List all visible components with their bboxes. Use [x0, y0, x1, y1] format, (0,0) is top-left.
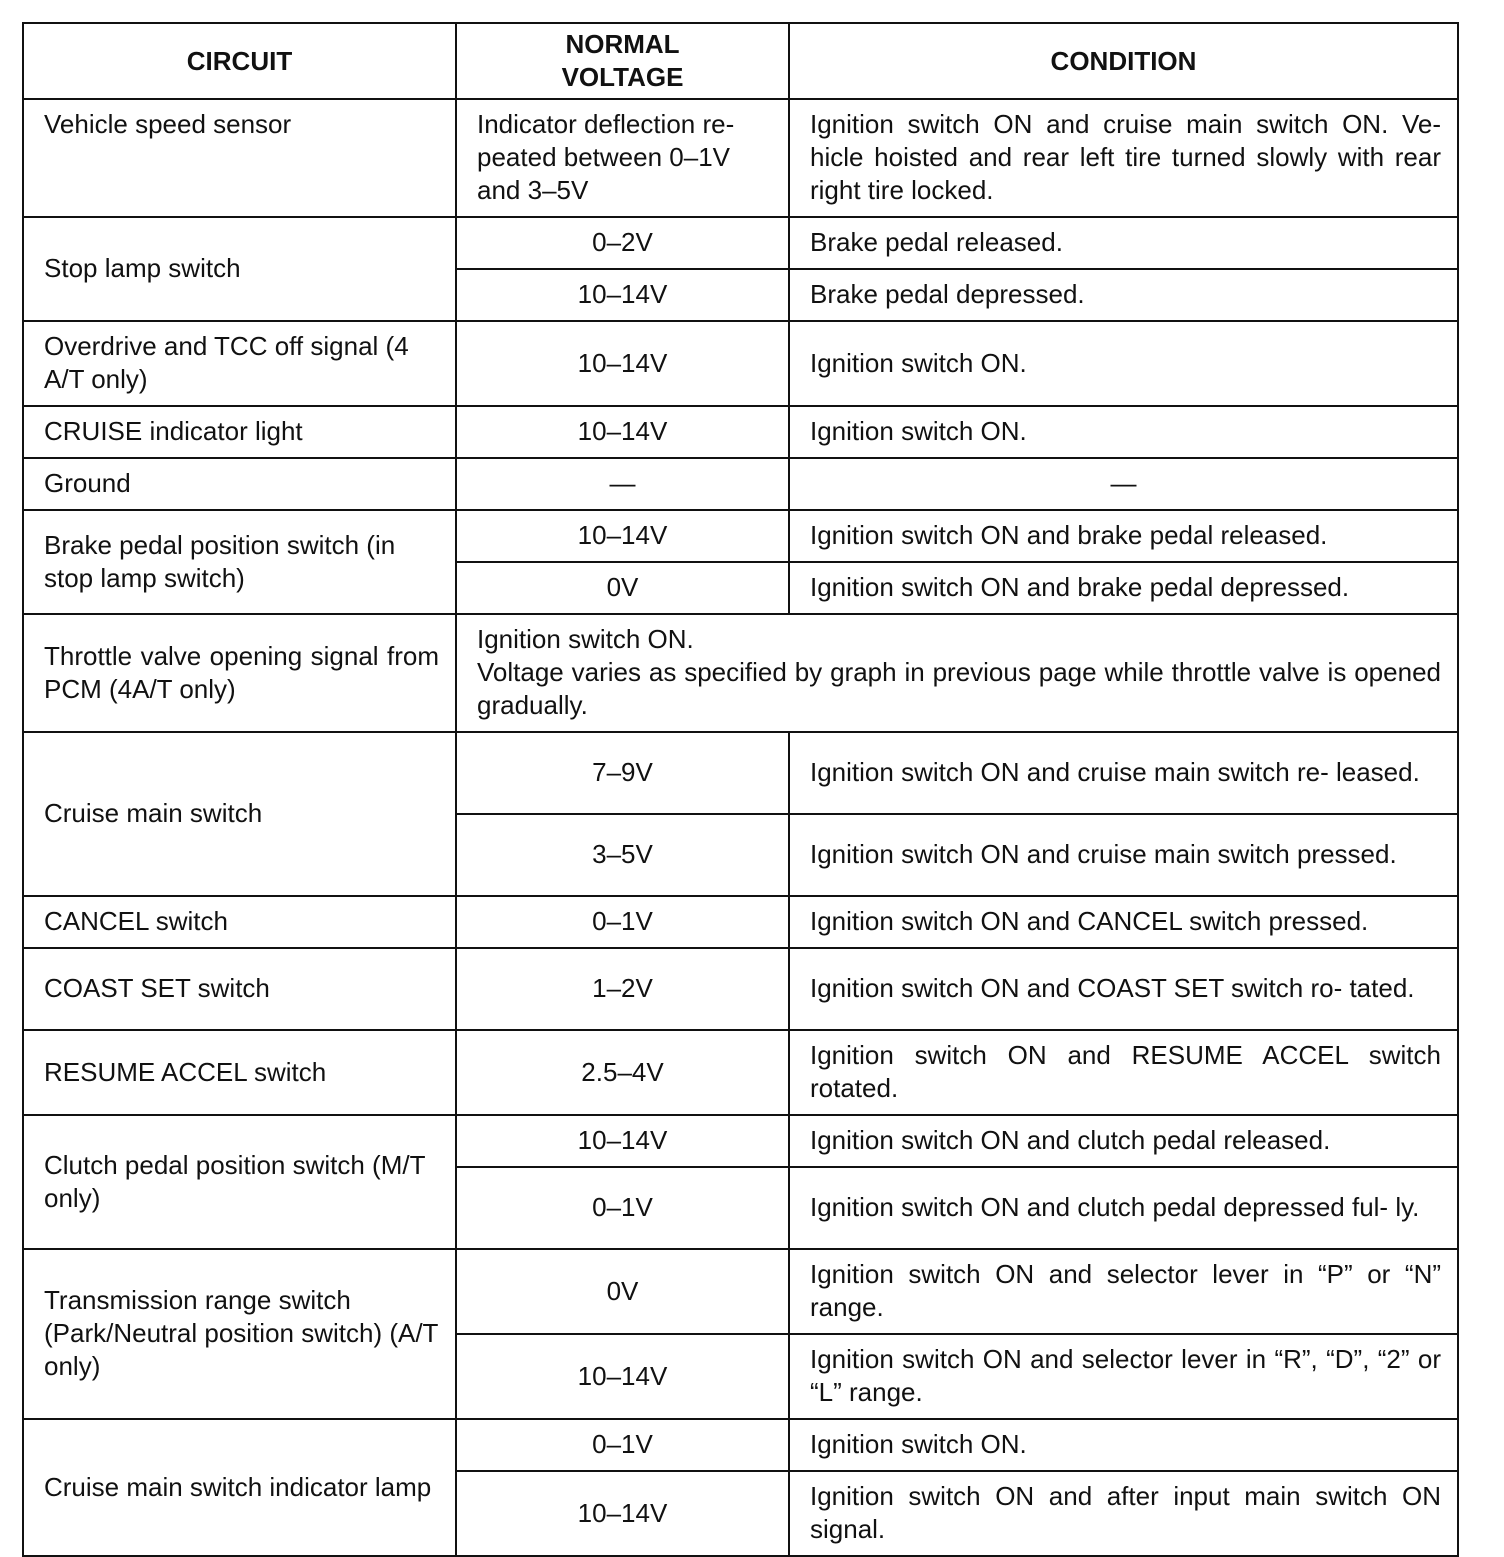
voltage-cell: — [456, 458, 789, 510]
voltage-cell: 1–2V [456, 948, 789, 1030]
circuit-cell: COAST SET switch [23, 948, 456, 1030]
voltage-cell: 7–9V [456, 732, 789, 814]
circuit-cell: Cruise main switch indicator lamp [23, 1419, 456, 1556]
condition-line: Ignition switch ON. [477, 624, 694, 654]
voltage-cell: 0–2V [456, 217, 789, 269]
voltage-cell: 0V [456, 1249, 789, 1334]
voltage-cell: 0V [456, 562, 789, 614]
condition-cell: Ignition switch ON and brake pedal released. [789, 510, 1458, 562]
circuit-cell: Cruise main switch [23, 732, 456, 896]
header-voltage-line1: NORMAL [565, 29, 680, 59]
voltage-cell: 0–1V [456, 1167, 789, 1249]
voltage-cell: 10–14V [456, 1115, 789, 1167]
condition-cell: Ignition switch ON and cruise main switch re- leased. [789, 732, 1458, 814]
voltage-cell: 2.5–4V [456, 1030, 789, 1115]
voltage-cell: 10–14V [456, 510, 789, 562]
voltage-cell: 0–1V [456, 1419, 789, 1471]
circuit-cell: CRUISE indicator light [23, 406, 456, 458]
condition-cell: Brake pedal depressed. [789, 269, 1458, 321]
circuit-cell: Overdrive and TCC off signal (4 A/T only) [23, 321, 456, 406]
circuit-voltage-table [22, 22, 1459, 1557]
condition-cell: Ignition switch ON. [789, 406, 1458, 458]
circuit-cell: RESUME ACCEL switch [23, 1030, 456, 1115]
table-row [23, 1419, 1458, 1471]
table-row [23, 614, 1458, 732]
circuit-cell: CANCEL switch [23, 896, 456, 948]
condition-cell: Ignition switch ON and CANCEL switch pressed. [789, 896, 1458, 948]
condition-cell: — [789, 458, 1458, 510]
condition-cell: Ignition switch ON and clutch pedal depressed ful- ly. [789, 1167, 1458, 1249]
circuit-cell: Ground [23, 458, 456, 510]
voltage-cell: 10–14V [456, 1334, 789, 1419]
table-row [23, 732, 1458, 814]
circuit-cell: Transmission range switch (Park/Neutral position switch) (A/T only) [23, 1249, 456, 1419]
condition-cell: Ignition switch ON and selector lever in “R”, “D”, “2” or “L” range. [789, 1334, 1458, 1419]
condition-cell: Ignition switch ON and clutch pedal released. [789, 1115, 1458, 1167]
condition-cell: Ignition switch ON. [789, 321, 1458, 406]
table-row [23, 896, 1458, 948]
voltage-cell: 10–14V [456, 1471, 789, 1556]
voltage-cell: 10–14V [456, 269, 789, 321]
circuit-cell: Stop lamp switch [23, 217, 456, 321]
voltage-cell: 0–1V [456, 896, 789, 948]
table-row [23, 458, 1458, 510]
condition-cell: Ignition switch ON and cruise main switch ON. Ve- hicle hoisted and rear left tire turned slowly with rear right tire locked. [789, 99, 1458, 217]
condition-line: Voltage varies as specified by graph in previous page while throttle valve is opened gradually. [477, 657, 1441, 720]
circuit-cell: Throttle valve opening signal from PCM (4A/T only) [23, 614, 456, 732]
voltage-cell: Indicator deflection re- peated between 0–1V and 3–5V [456, 99, 789, 217]
table-row [23, 1249, 1458, 1334]
table-row [23, 1115, 1458, 1167]
header-normal-voltage [456, 23, 789, 99]
circuit-cell: Vehicle speed sensor [23, 99, 456, 217]
voltage-cell: 3–5V [456, 814, 789, 896]
condition-cell: Ignition switch ON and selector lever in “P” or “N” range. [789, 1249, 1458, 1334]
table-row [23, 321, 1458, 406]
voltage-cell: 10–14V [456, 406, 789, 458]
condition-cell: Brake pedal released. [789, 217, 1458, 269]
table-header-row [23, 23, 1458, 99]
table-row [23, 948, 1458, 1030]
header-voltage-line2: VOLTAGE [561, 62, 684, 92]
table-row [23, 99, 1458, 217]
circuit-cell: Clutch pedal position switch (M/T only) [23, 1115, 456, 1249]
condition-cell: Ignition switch ON and brake pedal depressed. [789, 562, 1458, 614]
table-row [23, 1030, 1458, 1115]
condition-cell: Ignition switch ON and after input main switch ON signal. [789, 1471, 1458, 1556]
condition-cell: Ignition switch ON and cruise main switch pressed. [789, 814, 1458, 896]
condition-cell: Ignition switch ON and RESUME ACCEL switch rotated. [789, 1030, 1458, 1115]
voltage-cell: 10–14V [456, 321, 789, 406]
header-circuit: CIRCUIT [23, 23, 456, 99]
condition-cell: Ignition switch ON. [789, 1419, 1458, 1471]
table-row [23, 406, 1458, 458]
circuit-cell: Brake pedal position switch (in stop lamp switch) [23, 510, 456, 614]
table-row [23, 510, 1458, 562]
header-condition: CONDITION [789, 23, 1458, 99]
table-row [23, 217, 1458, 269]
condition-cell: Ignition switch ON and COAST SET switch ro- tated. [789, 948, 1458, 1030]
condition-cell [456, 614, 1458, 732]
